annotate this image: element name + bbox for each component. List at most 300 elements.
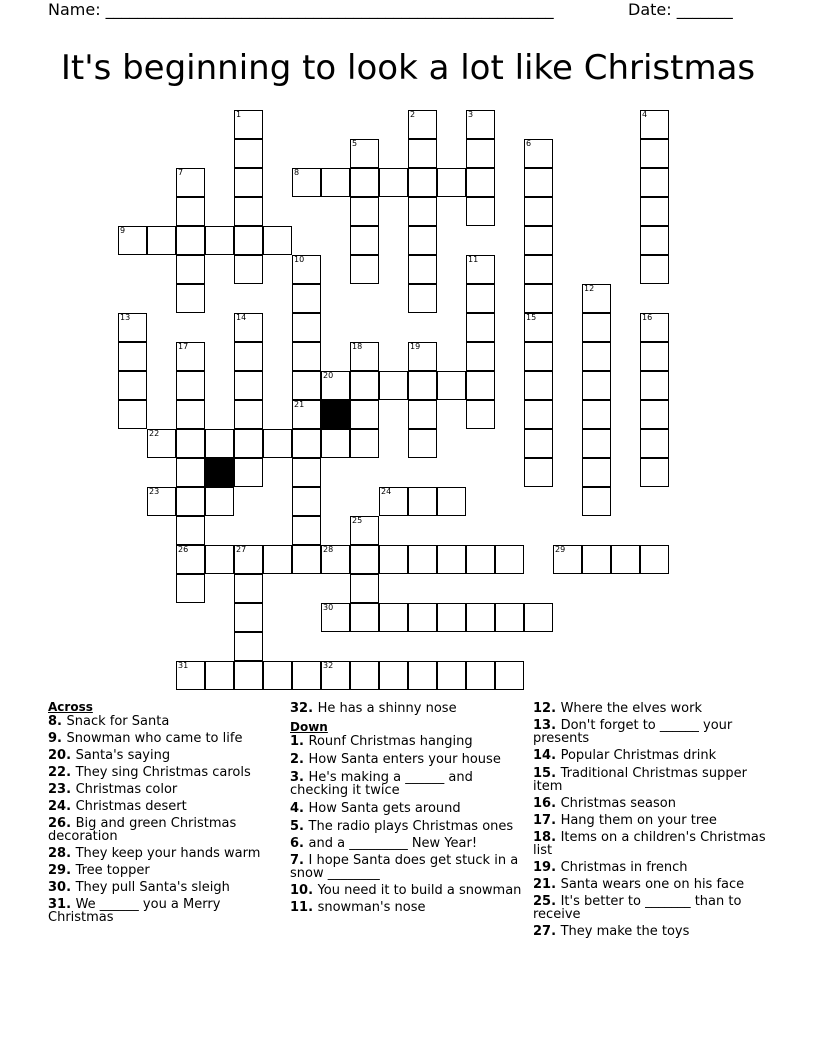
clue-down-2: 2. How Santa enters your house — [290, 752, 501, 767]
crossword-cell[interactable] — [466, 400, 495, 429]
crossword-cell[interactable] — [350, 197, 379, 226]
clue-text: We ______ you a Merry Christmas — [48, 897, 221, 925]
crossword-cell[interactable] — [292, 516, 321, 545]
clue-number: 21 — [533, 877, 552, 892]
crossword-cell[interactable] — [582, 429, 611, 458]
crossword-cell[interactable] — [466, 545, 495, 574]
clue-number: 5 — [290, 819, 300, 834]
crossword-cell[interactable] — [292, 284, 321, 313]
clue-number: 1 — [290, 734, 300, 749]
clue-down-15: 15. Traditional Christmas supper item — [533, 766, 747, 794]
date-line[interactable]: Date: _______ — [628, 0, 733, 19]
crossword-cell[interactable] — [234, 545, 263, 574]
crossword-cell[interactable] — [640, 342, 669, 371]
crossword-cell[interactable] — [524, 429, 553, 458]
crossword-cell[interactable] — [176, 487, 205, 516]
crossword-cell[interactable] — [640, 400, 669, 429]
clue-number: 14 — [533, 748, 552, 763]
clue-number-label: 15 — [526, 313, 537, 322]
black-square — [205, 458, 234, 487]
crossword-cell[interactable] — [379, 661, 408, 690]
clue-number: 4 — [290, 801, 300, 816]
crossword-cell[interactable] — [234, 226, 263, 255]
crossword-cell[interactable] — [263, 429, 292, 458]
clue-text: Items on a children's Christmas list — [533, 830, 766, 858]
clue-text: snowman's nose — [317, 900, 426, 915]
clue-across-26: 26. Big and green Christmas decoration — [48, 816, 237, 844]
crossword-cell[interactable] — [495, 545, 524, 574]
crossword-cell[interactable] — [437, 487, 466, 516]
clue-number: 22 — [48, 765, 67, 780]
crossword-cell[interactable] — [437, 168, 466, 197]
down-heading: Down — [290, 720, 328, 734]
crossword-cell[interactable] — [466, 197, 495, 226]
crossword-cell[interactable] — [205, 487, 234, 516]
clue-down-10: 10. You need it to build a snowman — [290, 883, 522, 898]
crossword-cell[interactable] — [176, 429, 205, 458]
clue-down-16: 16. Christmas season — [533, 796, 676, 811]
clue-number: 10 — [290, 883, 309, 898]
clue-number: 25 — [533, 894, 552, 909]
clue-number-label: 31 — [178, 661, 189, 670]
clue-number: 15 — [533, 766, 552, 781]
crossword-cell[interactable] — [466, 255, 495, 284]
crossword-cell[interactable] — [118, 342, 147, 371]
crossword-cell[interactable] — [495, 603, 524, 632]
crossword-cell[interactable] — [408, 661, 437, 690]
clue-down-6: 6. and a _________ New Year! — [290, 836, 478, 851]
crossword-cell[interactable] — [118, 371, 147, 400]
clue-text: Christmas in french — [560, 860, 688, 875]
clue-number: 32 — [290, 701, 309, 716]
crossword-cell[interactable] — [147, 429, 176, 458]
crossword-cell[interactable] — [466, 168, 495, 197]
clue-number-label: 32 — [323, 661, 334, 670]
clue-text: Snack for Santa — [66, 714, 170, 729]
clue-down-5: 5. The radio plays Christmas ones — [290, 819, 514, 834]
crossword-cell[interactable] — [292, 168, 321, 197]
crossword-cell[interactable] — [437, 545, 466, 574]
clue-number: 6 — [290, 836, 300, 851]
crossword-cell[interactable] — [408, 342, 437, 371]
name-line[interactable]: Name: ________________________________________________________ — [48, 0, 554, 19]
clue-number-label: 22 — [149, 429, 160, 438]
crossword-cell[interactable] — [118, 400, 147, 429]
crossword-cell[interactable] — [350, 139, 379, 168]
crossword-cell[interactable] — [466, 603, 495, 632]
crossword-cell[interactable] — [292, 487, 321, 516]
crossword-cell[interactable] — [408, 371, 437, 400]
crossword-cell[interactable] — [234, 342, 263, 371]
clue-text: Rounf Christmas hanging — [308, 734, 473, 749]
crossword-cell[interactable] — [234, 632, 263, 661]
crossword-cell[interactable] — [524, 255, 553, 284]
clue-number-label: 20 — [323, 371, 334, 380]
crossword-cell[interactable] — [379, 487, 408, 516]
clue-text: They pull Santa's sleigh — [75, 880, 230, 895]
crossword-cell[interactable] — [176, 458, 205, 487]
clue-down-1: 1. Rounf Christmas hanging — [290, 734, 473, 749]
clue-text: Where the elves work — [560, 701, 702, 716]
clue-text: He's making a ______ and checking it twice — [290, 770, 473, 798]
crossword-cell[interactable] — [640, 139, 669, 168]
crossword-cell[interactable] — [524, 168, 553, 197]
clue-across-20: 20. Santa's saying — [48, 748, 171, 763]
crossword-cell[interactable] — [640, 371, 669, 400]
crossword-cell[interactable] — [408, 110, 437, 139]
clue-text: Snowman who came to life — [66, 731, 243, 746]
crossword-cell[interactable] — [350, 226, 379, 255]
clue-number-label: 12 — [584, 284, 595, 293]
crossword-cell[interactable] — [611, 545, 640, 574]
clue-number-label: 16 — [642, 313, 653, 322]
clue-number-label: 30 — [323, 603, 334, 612]
crossword-cell[interactable] — [234, 429, 263, 458]
crossword-cell[interactable] — [582, 545, 611, 574]
clue-down-12: 12. Where the elves work — [533, 701, 702, 716]
crossword-cell[interactable] — [524, 197, 553, 226]
clue-across-28: 28. They keep your hands warm — [48, 846, 261, 861]
clue-down-11: 11. snowman's nose — [290, 900, 426, 915]
crossword-cell[interactable] — [263, 545, 292, 574]
clue-number: 3 — [290, 770, 300, 785]
crossword-cell[interactable] — [524, 458, 553, 487]
crossword-cell[interactable] — [234, 458, 263, 487]
clue-number: 29 — [48, 863, 67, 878]
clue-column-2 — [290, 700, 526, 914]
clue-down-3: 3. He's making a ______ and checking it twice — [290, 770, 473, 798]
crossword-cell[interactable] — [408, 603, 437, 632]
crossword-cell[interactable] — [524, 139, 553, 168]
clue-number-label: 18 — [352, 342, 363, 351]
crossword-cell[interactable] — [640, 255, 669, 284]
crossword-cell[interactable] — [321, 545, 350, 574]
crossword-cell[interactable] — [408, 226, 437, 255]
crossword-cell[interactable] — [292, 371, 321, 400]
crossword-cell[interactable] — [524, 342, 553, 371]
crossword-cell[interactable] — [263, 661, 292, 690]
crossword-cell[interactable] — [234, 313, 263, 342]
clue-number-label: 1 — [236, 110, 242, 119]
clue-text: Santa wears one on his face — [560, 877, 745, 892]
crossword-cell[interactable] — [640, 110, 669, 139]
crossword-cell[interactable] — [524, 603, 553, 632]
crossword-cell[interactable] — [292, 313, 321, 342]
clue-across-8: 8. Snack for Santa — [48, 714, 170, 729]
crossword-cell[interactable] — [524, 313, 553, 342]
crossword-cell[interactable] — [640, 168, 669, 197]
clue-text: You need it to build a snowman — [317, 883, 522, 898]
crossword-cell[interactable] — [408, 487, 437, 516]
clue-text: They make the toys — [560, 924, 690, 939]
crossword-cell[interactable] — [524, 226, 553, 255]
clue-number-label: 6 — [526, 139, 532, 148]
clue-number: 8 — [48, 714, 58, 729]
clue-number-label: 21 — [294, 400, 305, 409]
clue-down-17: 17. Hang them on your tree — [533, 813, 717, 828]
crossword-cell[interactable] — [321, 661, 350, 690]
clue-number: 11 — [290, 900, 309, 915]
clue-number-label: 19 — [410, 342, 421, 351]
clue-text: They keep your hands warm — [75, 846, 261, 861]
clue-text: Hang them on your tree — [560, 813, 717, 828]
crossword-cell[interactable] — [176, 574, 205, 603]
clue-number: 7 — [290, 853, 300, 868]
crossword-cell[interactable] — [176, 516, 205, 545]
crossword-cell[interactable] — [466, 661, 495, 690]
clue-number-label: 14 — [236, 313, 247, 322]
crossword-cell[interactable] — [321, 168, 350, 197]
clue-number: 27 — [533, 924, 552, 939]
crossword-cell[interactable] — [640, 545, 669, 574]
crossword-cell[interactable] — [350, 400, 379, 429]
clue-text: He has a shinny nose — [317, 701, 457, 716]
clue-number: 23 — [48, 782, 67, 797]
crossword-cell[interactable] — [640, 197, 669, 226]
clue-column-1 — [48, 700, 284, 924]
crossword-cell[interactable] — [292, 342, 321, 371]
crossword-cell[interactable] — [640, 313, 669, 342]
crossword-cell[interactable] — [147, 226, 176, 255]
crossword-cell[interactable] — [350, 255, 379, 284]
clue-down-27: 27. They make the toys — [533, 924, 690, 939]
clue-column-3 — [533, 700, 769, 938]
crossword-cell[interactable] — [466, 139, 495, 168]
clue-number-label: 17 — [178, 342, 189, 351]
crossword-cell[interactable] — [292, 400, 321, 429]
clue-down-7: 7. I hope Santa does get stuck in a snow ________ — [290, 853, 519, 881]
clue-text: They sing Christmas carols — [75, 765, 251, 780]
crossword-cell[interactable] — [234, 139, 263, 168]
clue-text: The radio plays Christmas ones — [308, 819, 514, 834]
clue-across-29: 29. Tree topper — [48, 863, 150, 878]
clue-down-18: 18. Items on a children's Christmas list — [533, 830, 766, 858]
clue-across-9: 9. Snowman who came to life — [48, 731, 243, 746]
clue-text: It's better to _______ than to receive — [533, 894, 742, 922]
crossword-cell[interactable] — [408, 284, 437, 313]
crossword-cell[interactable] — [437, 371, 466, 400]
clue-across-23: 23. Christmas color — [48, 782, 178, 797]
clue-number-label: 24 — [381, 487, 392, 496]
clue-number-label: 5 — [352, 139, 358, 148]
clue-number: 13 — [533, 718, 552, 733]
clue-number-label: 9 — [120, 226, 126, 235]
crossword-cell[interactable] — [176, 197, 205, 226]
crossword-cell[interactable] — [176, 168, 205, 197]
clue-number: 26 — [48, 816, 67, 831]
crossword-cell[interactable] — [408, 255, 437, 284]
crossword-cell[interactable] — [205, 545, 234, 574]
crossword-cell[interactable] — [408, 400, 437, 429]
crossword-cell[interactable] — [176, 661, 205, 690]
crossword-cell[interactable] — [147, 487, 176, 516]
clue-number-label: 23 — [149, 487, 160, 496]
clue-number: 28 — [48, 846, 67, 861]
crossword-cell[interactable] — [350, 168, 379, 197]
clue-text: Popular Christmas drink — [560, 748, 717, 763]
clue-number-label: 11 — [468, 255, 479, 264]
crossword-cell[interactable] — [437, 603, 466, 632]
clue-number-label: 10 — [294, 255, 305, 264]
crossword-cell[interactable] — [524, 371, 553, 400]
crossword-cell[interactable] — [640, 458, 669, 487]
crossword-cell[interactable] — [408, 139, 437, 168]
clue-number: 19 — [533, 860, 552, 875]
clue-text: Christmas desert — [75, 799, 187, 814]
crossword-cell[interactable] — [582, 400, 611, 429]
clue-across-24: 24. Christmas desert — [48, 799, 187, 814]
clue-text: Big and green Christmas decoration — [48, 816, 237, 844]
crossword-cell[interactable] — [234, 168, 263, 197]
crossword-cell[interactable] — [176, 400, 205, 429]
clue-across-22: 22. They sing Christmas carols — [48, 765, 251, 780]
crossword-cell[interactable] — [176, 255, 205, 284]
clue-text: How Santa enters your house — [308, 752, 501, 767]
clue-text: Santa's saying — [75, 748, 171, 763]
black-square — [321, 400, 350, 429]
crossword-cell[interactable] — [234, 603, 263, 632]
crossword-cell[interactable] — [437, 661, 466, 690]
crossword-cell[interactable] — [466, 342, 495, 371]
clue-number: 24 — [48, 799, 67, 814]
crossword-cell[interactable] — [379, 371, 408, 400]
clue-text: Christmas season — [560, 796, 676, 811]
across-heading: Across — [48, 700, 93, 714]
crossword-cell[interactable] — [234, 574, 263, 603]
crossword-cell[interactable] — [176, 284, 205, 313]
crossword-cell[interactable] — [234, 255, 263, 284]
crossword-cell[interactable] — [408, 429, 437, 458]
clue-number-label: 7 — [178, 168, 184, 177]
crossword-cell[interactable] — [292, 429, 321, 458]
crossword-cell[interactable] — [234, 110, 263, 139]
crossword-cell[interactable] — [350, 603, 379, 632]
clue-across-32: 32. He has a shinny nose — [290, 701, 457, 716]
clue-number: 18 — [533, 830, 552, 845]
crossword-cell[interactable] — [582, 458, 611, 487]
clue-across-30: 30. They pull Santa's sleigh — [48, 880, 230, 895]
clue-number-label: 25 — [352, 516, 363, 525]
clue-down-19: 19. Christmas in french — [533, 860, 688, 875]
clue-down-25: 25. It's better to _______ than to receive — [533, 894, 742, 922]
crossword-cell[interactable] — [350, 516, 379, 545]
crossword-cell[interactable] — [582, 313, 611, 342]
crossword-cell[interactable] — [582, 284, 611, 313]
crossword-cell[interactable] — [553, 545, 582, 574]
crossword-cell[interactable] — [234, 400, 263, 429]
crossword-cell[interactable] — [234, 661, 263, 690]
crossword-cell[interactable] — [640, 226, 669, 255]
crossword-cell[interactable] — [350, 429, 379, 458]
crossword-cell[interactable] — [118, 313, 147, 342]
clue-number: 2 — [290, 752, 300, 767]
clue-number-label: 29 — [555, 545, 566, 554]
crossword-cell[interactable] — [582, 342, 611, 371]
clue-text: Christmas color — [75, 782, 178, 797]
crossword-cell[interactable] — [176, 545, 205, 574]
clue-number: 16 — [533, 796, 552, 811]
crossword-cell[interactable] — [234, 371, 263, 400]
clue-number-label: 8 — [294, 168, 300, 177]
crossword-cell[interactable] — [379, 168, 408, 197]
clue-number: 31 — [48, 897, 67, 912]
crossword-cell[interactable] — [350, 545, 379, 574]
clue-number: 20 — [48, 748, 67, 763]
clue-text: How Santa gets around — [308, 801, 461, 816]
crossword-cell[interactable] — [524, 400, 553, 429]
crossword-cell[interactable] — [292, 661, 321, 690]
crossword-cell[interactable] — [321, 603, 350, 632]
crossword-cell[interactable] — [466, 313, 495, 342]
crossword-cell[interactable] — [466, 371, 495, 400]
crossword-cell[interactable] — [234, 197, 263, 226]
crossword-cell[interactable] — [408, 197, 437, 226]
crossword-cell[interactable] — [205, 226, 234, 255]
crossword-cell[interactable] — [495, 661, 524, 690]
clue-number-label: 2 — [410, 110, 416, 119]
crossword-cell[interactable] — [205, 429, 234, 458]
clue-number: 9 — [48, 731, 58, 746]
crossword-cell[interactable] — [408, 545, 437, 574]
clue-number-label: 4 — [642, 110, 648, 119]
crossword-cell[interactable] — [582, 487, 611, 516]
crossword-cell[interactable] — [408, 168, 437, 197]
clue-number: 12 — [533, 701, 552, 716]
clue-text: Tree topper — [75, 863, 150, 878]
page-title: It's beginning to look a lot like Christmas — [60, 48, 756, 88]
crossword-cell[interactable] — [379, 603, 408, 632]
clue-number-label: 28 — [323, 545, 334, 554]
crossword-cell[interactable] — [176, 342, 205, 371]
clue-number-label: 13 — [120, 313, 131, 322]
crossword-cell[interactable] — [292, 545, 321, 574]
clue-number: 17 — [533, 813, 552, 828]
clue-down-14: 14. Popular Christmas drink — [533, 748, 717, 763]
clue-number-label: 26 — [178, 545, 189, 554]
clue-number: 30 — [48, 880, 67, 895]
crossword-cell[interactable] — [321, 429, 350, 458]
crossword-cell[interactable] — [350, 574, 379, 603]
crossword-cell[interactable] — [582, 371, 611, 400]
crossword-cell[interactable] — [524, 284, 553, 313]
crossword-cell[interactable] — [118, 226, 147, 255]
clue-down-13: 13. Don't forget to ______ your presents — [533, 718, 733, 746]
clue-text: Don't forget to ______ your presents — [533, 718, 733, 746]
crossword-cell[interactable] — [350, 661, 379, 690]
crossword-cell[interactable] — [379, 545, 408, 574]
crossword-cell[interactable] — [292, 255, 321, 284]
clue-text: I hope Santa does get stuck in a snow ________ — [290, 853, 519, 881]
clue-text: Traditional Christmas supper item — [533, 766, 747, 794]
clue-across-31: 31. We ______ you a Merry Christmas — [48, 897, 221, 925]
crossword-cell[interactable] — [350, 342, 379, 371]
crossword-cell[interactable] — [466, 110, 495, 139]
clue-text: and a _________ New Year! — [308, 836, 478, 851]
crossword-cell[interactable] — [292, 458, 321, 487]
crossword-cell[interactable] — [263, 226, 292, 255]
crossword-cell[interactable] — [640, 429, 669, 458]
crossword-cell[interactable] — [466, 284, 495, 313]
crossword-cell[interactable] — [321, 371, 350, 400]
crossword-cell[interactable] — [176, 226, 205, 255]
crossword-cell[interactable] — [176, 371, 205, 400]
clue-down-21: 21. Santa wears one on his face — [533, 877, 745, 892]
clue-down-4: 4. How Santa gets around — [290, 801, 461, 816]
clue-number-label: 27 — [236, 545, 247, 554]
crossword-cell[interactable] — [350, 371, 379, 400]
clue-number-label: 3 — [468, 110, 474, 119]
crossword-cell[interactable] — [205, 661, 234, 690]
